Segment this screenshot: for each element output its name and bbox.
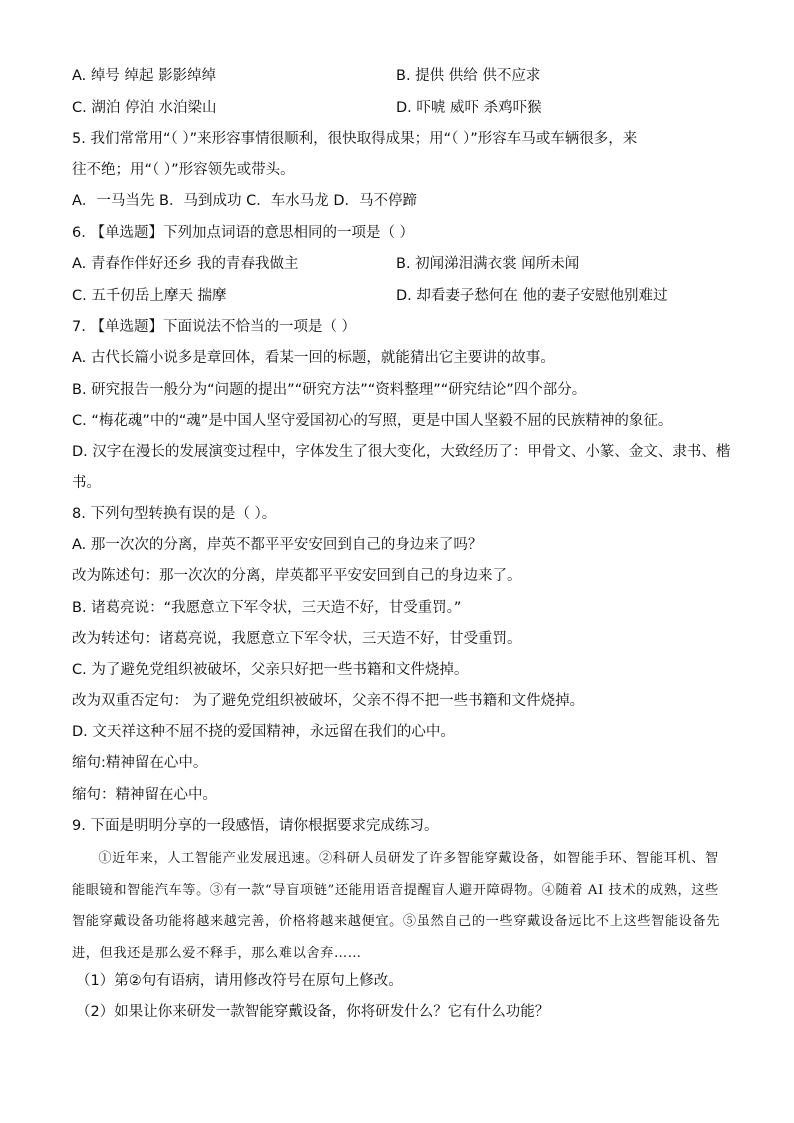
q8-option-c-conversion: 改为双重否定句： 为了避免党组织被破坏，父亲不得不把一些书籍和文件烧掉。	[72, 693, 585, 709]
q5-stem-line-1: 5. 我们常常用“（ ）”来形容事情很顺利，很快取得成果；用“（ ）”形容车马或车辆很多，来	[72, 131, 638, 147]
q8-option-d-conversion-repeat: 缩句：精神留在心中。	[72, 787, 217, 803]
q6-option-row-2	[72, 287, 724, 305]
q4-option-c[interactable]: C. 湖泊 停泊 水泊梁山	[72, 100, 217, 116]
q8-option-c[interactable]: C. 为了避免党组织被破坏，父亲只好把一些书籍和文件烧掉。	[72, 662, 469, 678]
q9-subquestion-2: （2）如果让你来研发一款智能穿戴设备，你将研发什么？它有什么功能？	[76, 1004, 550, 1020]
q6-option-a[interactable]: A. 青春作伴好还乡 我的青春我做主	[72, 256, 299, 272]
q9-subquestion-1: （1）第②句有语病，请用修改符号在原句上修改。	[76, 973, 403, 989]
q6-stem: 6. 【单选题】下列加点词语的意思相同的一项是（ ）	[72, 225, 415, 241]
q7-stem: 7. 【单选题】下面说法不恰当的一项是（ ）	[72, 319, 357, 335]
q8-option-a-conversion: 改为陈述句：那一次次的分离，岸英都平平安安回到自己的身边来了。	[72, 568, 522, 584]
q7-option-a[interactable]: A. 古代长篇小说多是章回体，看某一回的标题，就能猜出它主要讲的故事。	[72, 350, 555, 366]
q6-option-row-1	[72, 255, 724, 273]
q5-stem-line-2: 往不绝；用“（ ）”形容领先或带头。	[72, 162, 295, 178]
q8-option-b[interactable]: B. 诸葛亮说：“我愿意立下军令状，三天造不好，甘受重罚。”	[72, 600, 462, 616]
q8-option-a[interactable]: A. 那一次次的分离，岸英不都平平安安回到自己的身边来了吗？	[72, 537, 483, 553]
q4-option-b[interactable]: B. 提供 供给 供不应求	[396, 68, 541, 84]
q6-option-c[interactable]: C. 五千仞岳上摩天 揣摩	[72, 288, 227, 304]
q4-option-row-1	[72, 67, 724, 85]
q7-option-b[interactable]: B. 研究报告一般分为“问题的提出”“研究方法”“资料整理”“研究结论”四个部分。	[72, 382, 587, 398]
q7-option-d-line-1[interactable]: D. 汉字在漫长的发展演变过程中，字体发生了很大变化，大致经历了：甲骨文、小篆、金文、隶书、楷	[72, 444, 731, 460]
q4-option-d[interactable]: D. 吓唬 威吓 杀鸡吓猴	[396, 100, 542, 116]
q6-option-d[interactable]: D. 却看妻子愁何在 他的妻子安慰他别难过	[396, 288, 668, 304]
q8-option-b-conversion: 改为转述句：诸葛亮说，我愿意立下军令状，三天造不好，甘受重罚。	[72, 631, 522, 647]
q5-options[interactable]: A．一马当先 B．马到成功 C．车水马龙 D．马不停蹄	[72, 193, 417, 209]
q7-option-c[interactable]: C. “梅花魂”中的“魂”是中国人坚守爱国初心的写照，更是中国人坚毅不屈的民族精神的象征。	[72, 413, 673, 429]
q6-option-b[interactable]: B. 初闻涕泪满衣裳 闻所未闻	[396, 256, 580, 272]
q9-passage: ①近年来，人工智能产业发展迅速。②科研人员研发了许多智能穿戴设备，如智能手环、智能耳机、智能眼镜和智能汽车等。③有一款“导盲项链”还能用语音提醒盲人避开障碍物。④随着 AI 技术的成熟，这些智能穿戴设备功能将越来越完善，价格将越来越便宜。⑤虽然自己的一些穿戴设备远比不上这些智能设备先进，但我还是那么爱不释手，那么难以舍弃……	[72, 851, 721, 961]
q8-stem: 8. 下列句型转换有误的是（ ）。	[72, 506, 277, 522]
q8-option-d-conversion: 缩句:精神留在心中。	[72, 755, 208, 771]
q4-option-a[interactable]: A. 绰号 绰起 影影绰绰	[72, 68, 217, 84]
q4-option-row-2	[72, 99, 724, 117]
q9-stem: 9. 下面是明明分享的一段感悟，请你根据要求完成练习。	[72, 818, 439, 834]
q7-option-d-line-2: 书。	[72, 475, 101, 491]
q8-option-d[interactable]: D. 文天祥这种不屈不挠的爱国精神，永远留在我们的心中。	[72, 724, 455, 740]
